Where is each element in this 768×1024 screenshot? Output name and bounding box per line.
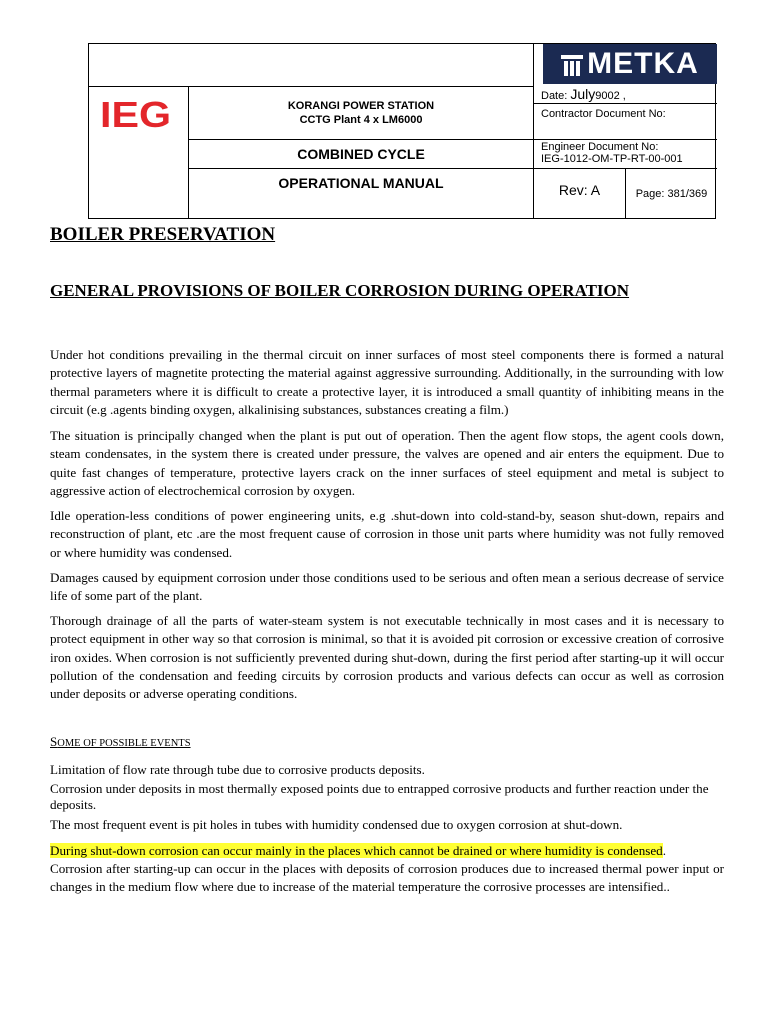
metka-logo	[543, 44, 717, 84]
section-heading	[50, 281, 629, 301]
station-name	[189, 87, 533, 139]
station-line-1: KORANGI POWER STATION	[287, 100, 435, 112]
engineer-document	[541, 141, 683, 165]
engineer-document-number: IEG-1012-OM-TP-RT-00-001	[541, 153, 683, 165]
paragraph: Corrosion after starting-up can occur in the places with deposits of corrosion produces due to increased thermal power input or changes in the medium flow where due to increase of the material temperature the corrosive processes are intensified..	[50, 861, 724, 895]
highlighted-paragraph	[50, 842, 724, 860]
metka-emblem-icon	[561, 52, 583, 76]
header-rule	[533, 139, 717, 140]
metka-logo-text: METKA	[587, 47, 699, 80]
page-label: Page:	[635, 188, 665, 200]
event-item: Corrosion under deposits in most thermally exposed points due to entrapped corrosive products and further reaction under the deposits.	[50, 781, 709, 812]
station-line-2: CCTG Plant 4 x LM6000	[299, 114, 423, 126]
paragraph: The situation is principally changed when the plant is put out of operation. Then the agent flow stops, the agent cools down, steam condensates, in the system there is created under pressure, the valves are opened and air enters the equipment. Due to quite fast changes of temperature, protective layers crack on the inner surfaces of steel equipment and metal is subject to aggressive action of electrochemical corrosion by oxygen.	[50, 428, 724, 498]
highlighted-sentence-end: .	[662, 843, 666, 858]
events-heading-first-letter: S	[50, 734, 58, 749]
page-number	[626, 169, 717, 219]
header-rule	[188, 168, 533, 169]
ieg-logo	[100, 99, 172, 129]
paragraph: Damages caused by equipment corrosion under those conditions used to be serious and often mean a serious decrease of service life of some part of the plant.	[50, 570, 724, 604]
events-heading-rest: OME OF POSSIBLE EVENTS	[57, 738, 191, 749]
highlighted-sentence: During shut-down corrosion can occur mainly in the places which cannot be drained or where humidity is condensed	[50, 843, 663, 858]
date-label: Date:	[541, 90, 568, 102]
ieg-logo-text: IEG	[100, 99, 171, 129]
document-header-table	[88, 43, 716, 219]
paragraph: Thorough drainage of all the parts of water-steam system is not executable technically in most cases and it is necessary to protect equipment in other way so that corrosion is minimal, so that it is avoided pit corrosion or excessive creation of corrosive iron oxides. When corrosion is not sufficiently prevented during shut-down, during the first period after starting-up it will occur pollution of the condensation and feeding circuits by corrosion products and various defects can occur as well as corrosion under deposits or adverse operating conditions.	[50, 613, 724, 702]
date-rest: 9002 ,	[595, 90, 626, 102]
header-rule	[533, 103, 717, 104]
page-title: BOILER PRESERVATION	[50, 224, 276, 245]
page-value: 381/369	[667, 188, 708, 200]
event-item: Limitation of flow rate through tube due to corrosive products deposits.	[50, 762, 425, 777]
date-month: July	[570, 86, 596, 102]
revision: Rev: A	[558, 182, 601, 198]
section-heading-part-2: OPERATION	[527, 281, 630, 300]
date-field	[541, 86, 626, 102]
manual-title: OPERATIONAL MANUAL	[278, 175, 444, 191]
section-title: COMBINED CYCLE	[297, 146, 425, 162]
paragraph: Under hot conditions prevailing in the thermal circuit on inner surfaces of most steel components there is formed a natural protective layers of magnetite protecting the material against aggressive surrounding. Additionally, in the surrounding with low thermal parameters where it is difficult to create a protective layer, it is introduced a small quantity of inhibiting means in the circuit (e.g .agents binding oxygen, alkalinising substances, substances creating a film.)	[50, 347, 724, 417]
engineer-document-label: Engineer Document No:	[541, 141, 659, 153]
event-item: The most frequent event is pit holes in tubes with humidity condensed due to oxygen corrosion at shut-down.	[50, 817, 623, 832]
contractor-document-label: Contractor Document No:	[541, 108, 666, 120]
paragraph: Idle operation-less conditions of power engineering units, e.g .shut-down into cold-stand-by, season shut-down, repairs and reconstruction of plant, etc .are the most frequent cause of corrosion in those unit parts where humidity was not fully removed or where humidity was condensed.	[50, 508, 724, 560]
section-heading-part-1: GENERAL PROVISIONS OF BOILER CORROSION DURING	[50, 281, 524, 300]
events-heading	[50, 734, 191, 750]
